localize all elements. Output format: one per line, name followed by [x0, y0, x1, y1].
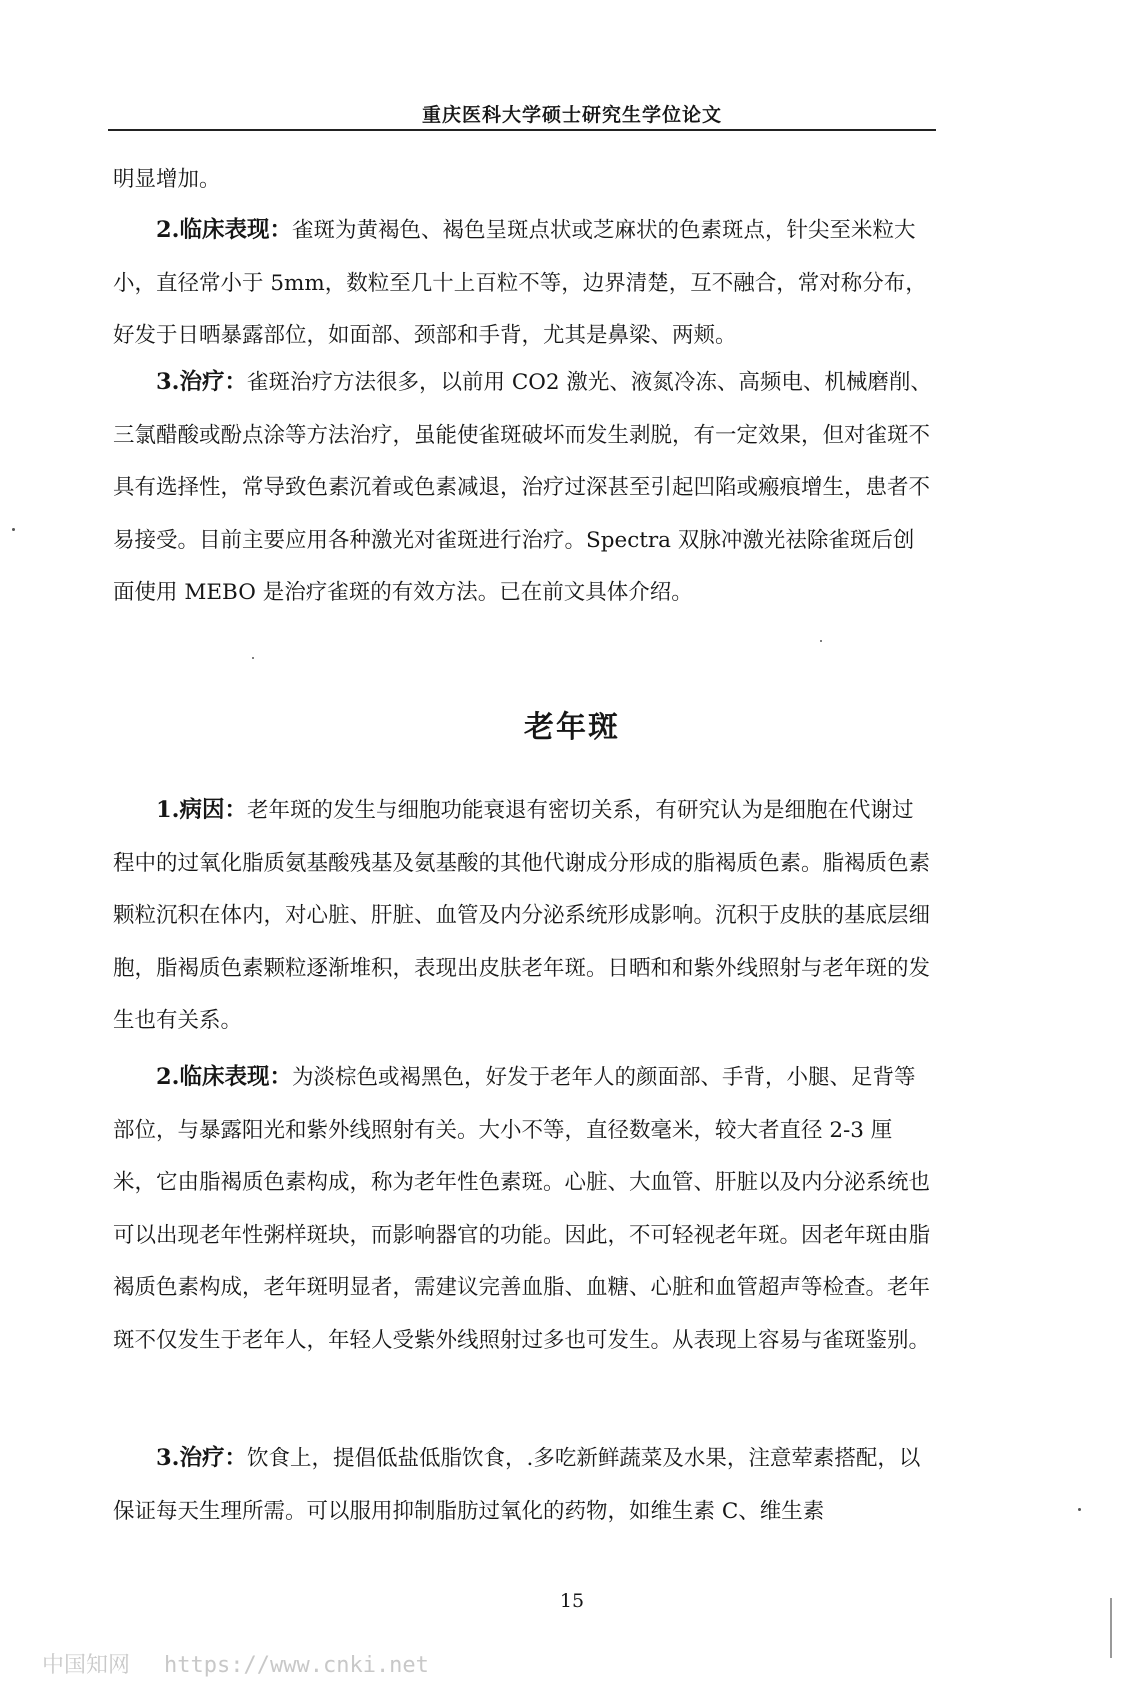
- paragraph-lead: 3.治疗：: [156, 369, 247, 395]
- scan-speck: [820, 640, 822, 642]
- paragraph-age-spot-treatment: [113, 1432, 933, 1538]
- paragraph-age-spot-clinical: [113, 1051, 933, 1367]
- cnki-watermark: [42, 1648, 429, 1679]
- paragraph-text: 雀斑治疗方法很多，以前用 CO2 激光、液氮冷冻、高频电、机械磨削、三氯醋酸或酚点涂等方法治疗，虽能使雀斑破坏而发生剥脱，有一定效果，但对雀斑不具有选择性，常导致色素沉着或色素减退，治疗过深甚至引起凹陷或瘢痕增生，患者不易接受。目前主要应用各种激光对雀斑进行治疗。Spectra 双脉冲激光祛除雀斑后创面使用 MEBO 是治疗雀斑的有效方法。已在前文具体介绍。: [113, 370, 932, 605]
- scan-speck: [1078, 1508, 1081, 1511]
- paragraph-continuation: [113, 154, 933, 207]
- scan-speck: [12, 528, 15, 531]
- paragraph-text: 为淡棕色或褐黑色，好发于老年人的颜面部、手背，小腿、足背等部位，与暴露阳光和紫外线照射有关。大小不等，直径数毫米，较大者直径 2-3 厘米，它由脂褐质色素构成，称为老年性色素斑。心脏、大血管、肝脏以及内分泌系统也可以出现老年性粥样斑块，而影响器官的功能。因此，不可轻视老年斑。因老年斑由脂褐质色素构成，老年斑明显者，需建议完善血脂、血糖、心脏和血管超声等检查。老年斑不仅发生于老年人，年轻人受紫外线照射过多也可发生。从表现上容易与雀斑鉴别。: [113, 1065, 931, 1353]
- header-rule: [108, 129, 936, 131]
- paragraph-lead: 3.治疗：: [156, 1445, 247, 1471]
- page-number: 15: [559, 1590, 585, 1612]
- paragraph-freckle-clinical: [113, 204, 933, 363]
- paragraph-age-spot-cause: [113, 784, 933, 1048]
- paragraph-text: 明显增加。: [113, 167, 221, 192]
- paragraph-text: 饮食上，提倡低盐低脂饮食，.多吃新鲜蔬菜及水果，注意荤素搭配，以保证每天生理所需。可以服用抑制脂肪过氧化的药物，如维生素 C、维生素: [113, 1446, 921, 1524]
- watermark-url: https://www.cnki.net: [164, 1653, 429, 1678]
- scan-edge-line: [1110, 1598, 1112, 1658]
- paragraph-text: 雀斑为黄褐色、褐色呈斑点状或芝麻状的色素斑点，针尖至米粒大小，直径常小于 5mm，数粒至几十上百粒不等，边界清楚，互不融合，常对称分布，好发于日晒暴露部位，如面部、颈部和手背，尤其是鼻梁、两颊。: [113, 218, 927, 348]
- paragraph-lead: 2.临床表现：: [156, 1064, 292, 1090]
- scan-speck: [252, 657, 254, 659]
- paragraph-text: 老年斑的发生与细胞功能衰退有密切关系，有研究认为是细胞在代谢过程中的过氧化脂质氨基酸残基及氨基酸的其他代谢成分形成的脂褐质色素。脂褐质色素颗粒沉积在体内，对心脏、肝脏、血管及内分泌系统形成影响。沉积于皮肤的基底层细胞，脂褐质色素颗粒逐渐堆积，表现出皮肤老年斑。日晒和和紫外线照射与老年斑的发生也有关系。: [113, 798, 931, 1033]
- paragraph-lead: 1.病因：: [156, 797, 247, 823]
- paragraph-freckle-treatment: [113, 356, 933, 620]
- section-title: 老年斑: [524, 710, 620, 745]
- watermark-logo: 中国知网: [42, 1653, 131, 1678]
- paragraph-lead: 2.临床表现：: [156, 217, 292, 243]
- running-header: 重庆医科大学硕士研究生学位论文: [421, 104, 722, 126]
